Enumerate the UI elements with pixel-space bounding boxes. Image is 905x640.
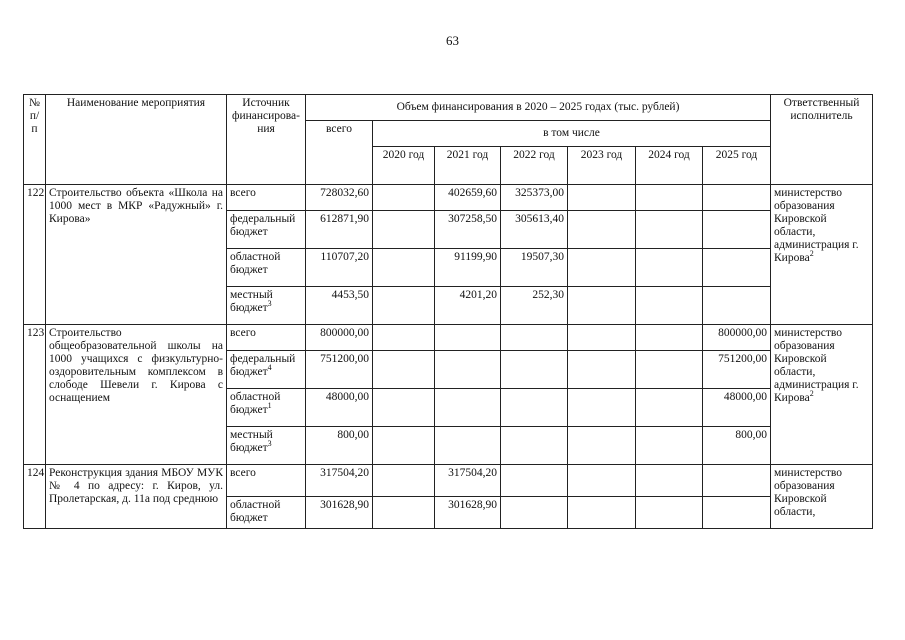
funding-source-label: всего bbox=[230, 187, 256, 199]
footnote-marker: 3 bbox=[267, 439, 272, 449]
amount-y2020 bbox=[373, 465, 435, 497]
amount-y2024 bbox=[636, 211, 703, 249]
amount-y2020 bbox=[373, 389, 435, 427]
funding-source bbox=[227, 325, 306, 351]
header-year: 2025 год bbox=[703, 147, 771, 185]
amount-y2023 bbox=[568, 497, 636, 529]
amount-y2022: 252,30 bbox=[501, 287, 568, 325]
amount-total: 612871,90 bbox=[306, 211, 373, 249]
amount-y2022 bbox=[501, 497, 568, 529]
amount-y2020 bbox=[373, 249, 435, 287]
amount-y2024 bbox=[636, 497, 703, 529]
amount-y2023 bbox=[568, 465, 636, 497]
financing-table bbox=[23, 94, 873, 529]
funding-source bbox=[227, 497, 306, 529]
header-source: Источник финансирова-ния bbox=[227, 95, 306, 185]
funding-source-label: областной бюджет bbox=[230, 251, 281, 276]
funding-source-label: федеральный бюджет bbox=[230, 213, 296, 238]
amount-y2020 bbox=[373, 325, 435, 351]
amount-y2021: 91199,90 bbox=[435, 249, 501, 287]
responsible-executor bbox=[771, 185, 873, 325]
amount-y2025: 800,00 bbox=[703, 427, 771, 465]
amount-y2021 bbox=[435, 325, 501, 351]
amount-y2024 bbox=[636, 185, 703, 211]
amount-y2021 bbox=[435, 427, 501, 465]
amount-y2024 bbox=[636, 351, 703, 389]
funding-source-label: всего bbox=[230, 467, 256, 479]
amount-y2022 bbox=[501, 325, 568, 351]
project-name: Строительство общеобразовательной школы на 1000 учащихся с физкультурно-оздоровительным комплексом в слободе Шевели г. Кирова с оснащением bbox=[46, 325, 227, 465]
funding-source bbox=[227, 465, 306, 497]
footnote-marker: 1 bbox=[267, 401, 272, 411]
amount-y2025 bbox=[703, 287, 771, 325]
responsible-executor bbox=[771, 325, 873, 465]
amount-y2024 bbox=[636, 427, 703, 465]
header-total: всего bbox=[306, 121, 373, 185]
footnote-marker: 4 bbox=[267, 363, 272, 373]
header-year: 2020 год bbox=[373, 147, 435, 185]
amount-y2025 bbox=[703, 497, 771, 529]
responsible-executor bbox=[771, 465, 873, 529]
amount-y2021 bbox=[435, 351, 501, 389]
funding-source bbox=[227, 389, 306, 427]
funding-source-label: областной бюджет bbox=[230, 499, 281, 524]
footnote-marker: 2 bbox=[809, 389, 814, 399]
funding-source bbox=[227, 287, 306, 325]
table-row bbox=[24, 325, 873, 351]
funding-source-label: местный бюджет bbox=[230, 289, 273, 314]
project-name: Реконструкция здания МБОУ МУК № 4 по адресу: г. Киров, ул. Пролетарская, д. 11а под среднюю bbox=[46, 465, 227, 529]
header-year: 2024 год bbox=[636, 147, 703, 185]
amount-y2023 bbox=[568, 389, 636, 427]
amount-y2022 bbox=[501, 427, 568, 465]
header-year: 2023 год bbox=[568, 147, 636, 185]
page-number: 63 bbox=[446, 33, 459, 48]
amount-y2023 bbox=[568, 351, 636, 389]
amount-y2020 bbox=[373, 497, 435, 529]
project-number: 123 bbox=[24, 325, 46, 465]
amount-total: 317504,20 bbox=[306, 465, 373, 497]
amount-y2021: 402659,60 bbox=[435, 185, 501, 211]
amount-y2023 bbox=[568, 249, 636, 287]
funding-source bbox=[227, 249, 306, 287]
funding-source-label: всего bbox=[230, 327, 256, 339]
amount-y2024 bbox=[636, 249, 703, 287]
amount-y2022: 305613,40 bbox=[501, 211, 568, 249]
amount-y2020 bbox=[373, 351, 435, 389]
amount-y2025 bbox=[703, 249, 771, 287]
funding-source-label: областной бюджет bbox=[230, 391, 281, 416]
amount-y2024 bbox=[636, 389, 703, 427]
amount-y2021: 4201,20 bbox=[435, 287, 501, 325]
amount-total: 110707,20 bbox=[306, 249, 373, 287]
funding-source-label: местный бюджет bbox=[230, 429, 273, 454]
amount-y2020 bbox=[373, 185, 435, 211]
amount-y2023 bbox=[568, 287, 636, 325]
amount-y2021 bbox=[435, 389, 501, 427]
header-num: № п/п bbox=[24, 95, 46, 185]
amount-y2024 bbox=[636, 325, 703, 351]
amount-y2022 bbox=[501, 389, 568, 427]
amount-y2021: 301628,90 bbox=[435, 497, 501, 529]
amount-y2022: 19507,30 bbox=[501, 249, 568, 287]
amount-y2023 bbox=[568, 211, 636, 249]
project-number: 122 bbox=[24, 185, 46, 325]
amount-total: 301628,90 bbox=[306, 497, 373, 529]
amount-y2024 bbox=[636, 287, 703, 325]
amount-total: 800000,00 bbox=[306, 325, 373, 351]
amount-y2025 bbox=[703, 185, 771, 211]
project-number: 124 bbox=[24, 465, 46, 529]
amount-y2020 bbox=[373, 427, 435, 465]
amount-y2023 bbox=[568, 427, 636, 465]
amount-y2025 bbox=[703, 465, 771, 497]
funding-source-label: федеральный бюджет bbox=[230, 353, 296, 378]
amount-y2021: 317504,20 bbox=[435, 465, 501, 497]
funding-source bbox=[227, 211, 306, 249]
header-year: 2022 год bbox=[501, 147, 568, 185]
amount-y2024 bbox=[636, 465, 703, 497]
amount-y2020 bbox=[373, 287, 435, 325]
amount-total: 751200,00 bbox=[306, 351, 373, 389]
table-header bbox=[24, 95, 873, 185]
amount-y2025: 751200,00 bbox=[703, 351, 771, 389]
funding-source bbox=[227, 351, 306, 389]
amount-total: 48000,00 bbox=[306, 389, 373, 427]
responsible-label: министерство образования Кировской области, администрация г. Кирова bbox=[774, 327, 859, 404]
amount-y2022 bbox=[501, 351, 568, 389]
responsible-label: министерство образования Кировской области, администрация г. Кирова bbox=[774, 187, 859, 264]
header-including: в том числе bbox=[373, 121, 771, 147]
header-volume: Объем финансирования в 2020 – 2025 годах (тыс. рублей) bbox=[306, 95, 771, 121]
header-responsible: Ответственный исполнитель bbox=[771, 95, 873, 185]
amount-total: 4453,50 bbox=[306, 287, 373, 325]
amount-y2025 bbox=[703, 211, 771, 249]
header-year: 2021 год bbox=[435, 147, 501, 185]
footnote-marker: 2 bbox=[809, 249, 814, 259]
footnote-marker: 3 bbox=[267, 299, 272, 309]
amount-y2023 bbox=[568, 325, 636, 351]
funding-source bbox=[227, 185, 306, 211]
table-row bbox=[24, 465, 873, 497]
amount-total: 728032,60 bbox=[306, 185, 373, 211]
table-row bbox=[24, 185, 873, 211]
table-body bbox=[24, 185, 873, 529]
responsible-label: министерство образования Кировской области, bbox=[774, 467, 842, 518]
amount-total: 800,00 bbox=[306, 427, 373, 465]
amount-y2025: 800000,00 bbox=[703, 325, 771, 351]
funding-source bbox=[227, 427, 306, 465]
amount-y2023 bbox=[568, 185, 636, 211]
amount-y2022: 325373,00 bbox=[501, 185, 568, 211]
project-name: Строительство объекта «Школа на 1000 мест в МКР «Радужный» г. Кирова» bbox=[46, 185, 227, 325]
amount-y2022 bbox=[501, 465, 568, 497]
amount-y2025: 48000,00 bbox=[703, 389, 771, 427]
header-name: Наименование мероприятия bbox=[46, 95, 227, 185]
amount-y2021: 307258,50 bbox=[435, 211, 501, 249]
amount-y2020 bbox=[373, 211, 435, 249]
